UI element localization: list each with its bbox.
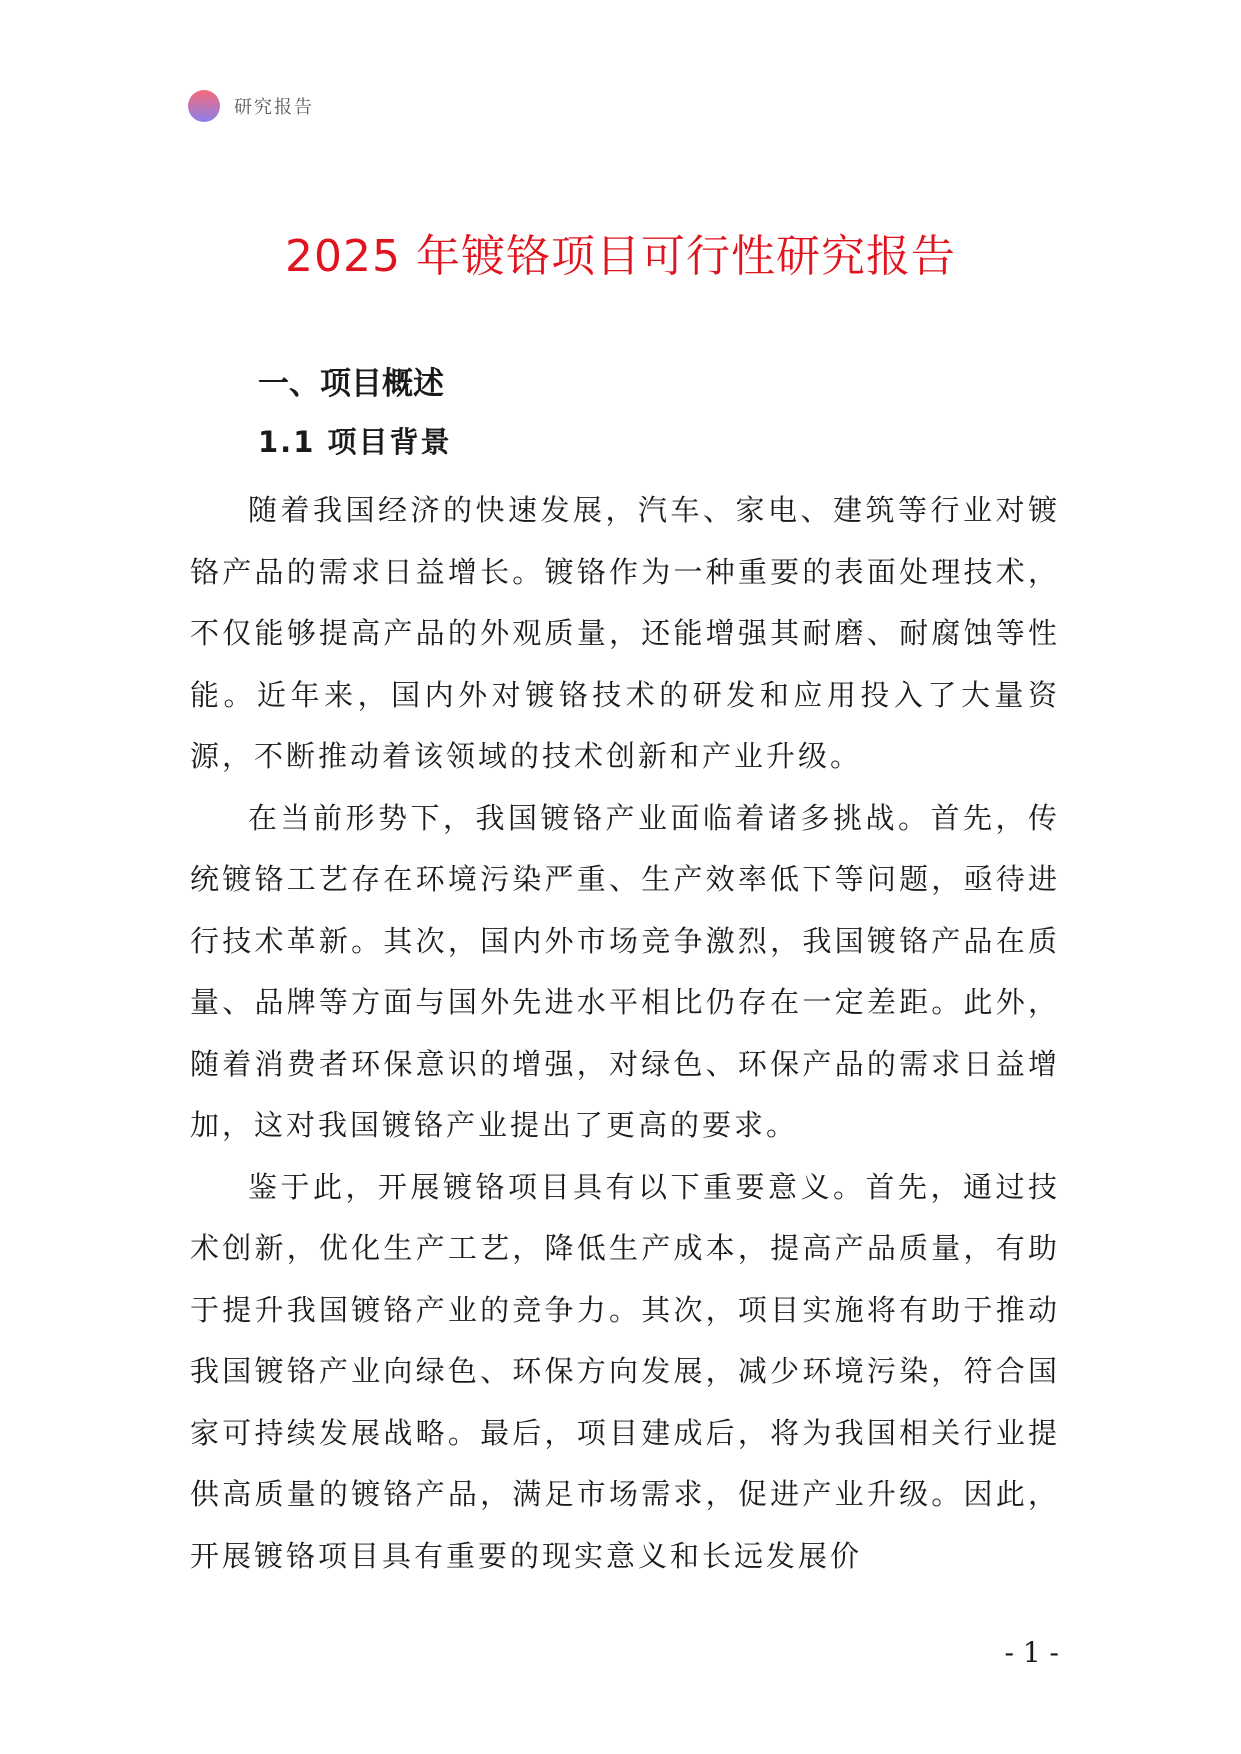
body-text (190, 480, 1060, 1587)
document-title: 2025 年镀铬项目可行性研究报告 (285, 231, 956, 282)
paragraph: 随着我国经济的快速发展，汽车、家电、建筑等行业对镀铬产品的需求日益增长。镀铬作为一种重要的表面处理技术，不仅能够提高产品的外观质量，还能增强其耐磨、耐腐蚀等性能。近年来，国内外对镀铬技术的研发和应用投入了大量资源，不断推动着该领域的技术创新和产业升级。 (190, 493, 1060, 773)
section-heading: 一、项目概述 (258, 366, 444, 402)
page-number: - 1 - (1004, 1636, 1059, 1669)
paragraph: 鉴于此，开展镀铬项目具有以下重要意义。首先，通过技术创新，优化生产工艺，降低生产成本，提高产品质量，有助于提升我国镀铬产业的竞争力。其次，项目实施将有助于推动我国镀铬产业向绿色、环保方向发展，减少环境污染，符合国家可持续发展战略。最后，项目建成后，将为我国相关行业提供高质量的镀铬产品，满足市场需求，促进产业升级。因此，开展镀铬项目具有重要的现实意义和长远发展价 (190, 1169, 1060, 1573)
report-header (188, 88, 314, 124)
logo-icon (188, 90, 220, 122)
header-label: 研究报告 (234, 97, 314, 118)
paragraph: 在当前形势下，我国镀铬产业面临着诸多挑战。首先，传统镀铬工艺存在环境污染严重、生产效率低下等问题，亟待进行技术革新。其次，国内外市场竞争激烈，我国镀铬产品在质量、品牌等方面与国外先进水平相比仍存在一定差距。此外，随着消费者环保意识的增强，对绿色、环保产品的需求日益增加，这对我国镀铬产业提出了更高的要求。 (190, 800, 1060, 1142)
subsection-heading: 1.1 项目背景 (258, 425, 452, 459)
